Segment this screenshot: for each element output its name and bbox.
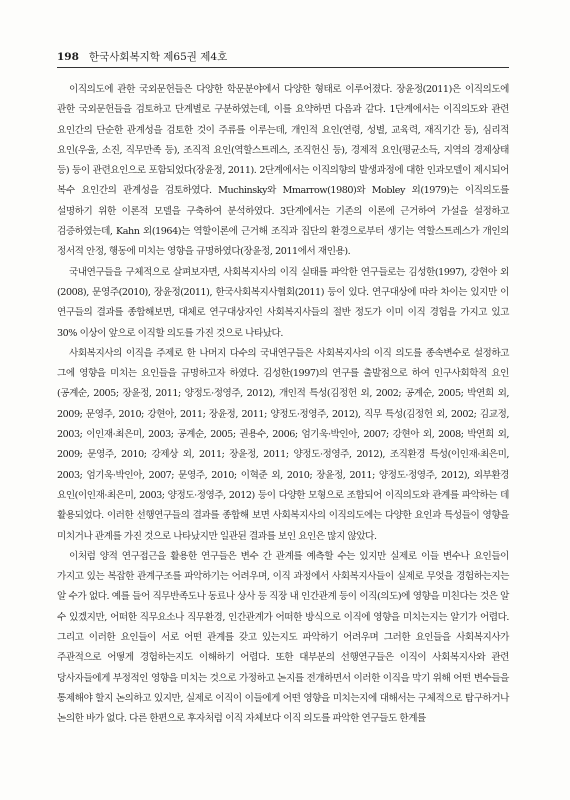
paragraph: 국내연구들을 구체적으로 살펴보자면, 사회복지사의 이직 실태를 파악한 연구들로는 김성한(1997), 강현아 외(2008), 문영주(2010), 장윤정(2011), 한국사회복지사협회(2011) 등이 있다. 연구대상에 따라 차이는 있지만 이 연구들의 결과를 종합해보면, 대체로 연구대상자인 사회복지사들의 절반 정도가 이미 이직 경험을 가지고 있고 30% 이상이 앞으로 이직할 의도를 가진 것으로 나타났다.: [57, 266, 509, 339]
paragraph: 이처럼 양적 연구접근을 활용한 연구들은 변수 간 관계를 예측할 수는 있지만 실제로 이들 변수나 요인들이 가지고 있는 복잡한 관계구조를 파악하기는 어려우며, 이직 과정에서 사회복지사들이 실제로 무엇을 경험하는지는 알 수가 없다. 예를 들어 직무반족도나 동료나 상사 등 직장 내 인간관계 등이 이직(의도)에 영향을 미친다는 것은 알 수 있겠지만, 어떠한 직무요소나 직무환경, 인간관계가 어떠한 방식으로 이직에 영향을 미치는지는 알기가 어렵다. 그리고 이러한 요인들이 서로 어떤 관계를 갖고 있는지도 파악하기 어려우며 그러한 요인들을 사회복지사가 주관적으로 어떻게 경험하는지도 이해하기 어렵다. 또한 대부분의 선행연구들은 이직이 사회복지사와 관련 당사자들에게 부정적인 영향을 미치는 것으로 가정하고 논지를 전개하면서 이러한 이직을 막기 위해 어떤 변수들을 통제해야 할지 논의하고 있지만, 실제로 이직이 이들에게 어떤 영향을 미치는지에 대해서는 구체적으로 탐구하거나 논의한 바가 없다. 다른 한편으로 후자처럼 이직 자체보다 이직 의도를 파악한 연구들도 한계를: [57, 550, 509, 725]
journal-title: 한국사회복지학 제65권 제4호: [88, 51, 228, 63]
paragraph: 이직의도에 관한 국외문헌들은 다양한 학문분야에서 다양한 형태로 이루어졌다. 장윤정(2011)은 이직의도에 관한 국외문헌들을 검토하고 단계별로 구분하였는데, 이를 요약하면 다음과 같다. 1단계에서는 이직의도와 관련 요인간의 단순한 관계성을 검토한 것이 주류를 이루는데, 개인적 요인(연령, 성별, 교육력, 재직기간 등), 심리적 요인(우울, 소진, 직무만족 등), 조직적 요인(역할스트레스, 조직헌신 등), 경제적 요인(평균소득, 지역의 경제상태 등) 등이 관련요인으로 포함되었다(장윤정, 2011). 2단계에서는 이직의향의 발생과정에 대한 인과모델이 제시되어 복수 요인간의 관계성을 검토하였다. Muchinsky와 Mmarrow(1980)와 Mobley 외(1979)는 이직의도를 설명하기 위한 이론적 모델을 구축하여 분석하였다. 3단계에서는 기존의 이론에 근거하여 가설을 설정하고 검증하였는데, Kahn 외(1964)는 역할이론에 근거해 조직과 집단의 환경으로부터 생기는 역할스트레스가 개인의 정서적 안정, 행동에 미치는 영향을 규명하였다(장윤정, 2011에서 재인용).: [57, 84, 509, 258]
body-text: [57, 80, 509, 730]
header-rule: [57, 67, 509, 68]
paragraph: 사회복지사의 이직을 주제로 한 나머지 다수의 국내연구들은 사회복지사의 이직 의도를 종속변수로 설정하고 그에 영향을 미치는 요인들을 규명하고자 하였다. 김성한(1997)의 연구를 출발점으로 하여 인구사회학적 요인(공계순, 2005; 장윤정, 2011; 양정도·정영주, 2012), 개인적 특성(김정헌 외, 2002; 공계순, 2005; 박연희 외, 2009; 문영주, 2010; 강현아, 2011; 장윤정, 2011; 양정도·정영주, 2012), 직무 특성(김정헌 외, 2002; 김교정, 2003; 이인재·최은미, 2003; 공계순, 2005; 권용수, 2006; 엄기욱·박인아, 2007; 강현아 외, 2008; 박연희 외, 2009; 문영주, 2010; 강제상 외, 2011; 장윤정, 2011; 양정도·정영주, 2012), 조직환경 특성(이인재·최은미, 2003; 엄기욱·박인아, 2007; 문영주, 2010; 이혁준 외, 2010; 장윤정, 2011; 양정도·정영주, 2012), 외부환경 요인(이인재·최은미, 2003; 양정도·정영주, 2012) 등이 다양한 모형으로 조합되어 이직의도와 관계를 파악하는 데 활용되었다. 이러한 선행연구들의 결과를 종합해 보면 사회복지사의 이직의도에는 다양한 요인과 특성들이 영향을 미치거나 관계를 가진 것으로 나타났지만 일관된 결과를 보인 요인은 많지 않았다.: [57, 347, 509, 542]
running-header: [57, 50, 509, 64]
page-number: 198: [57, 51, 79, 63]
